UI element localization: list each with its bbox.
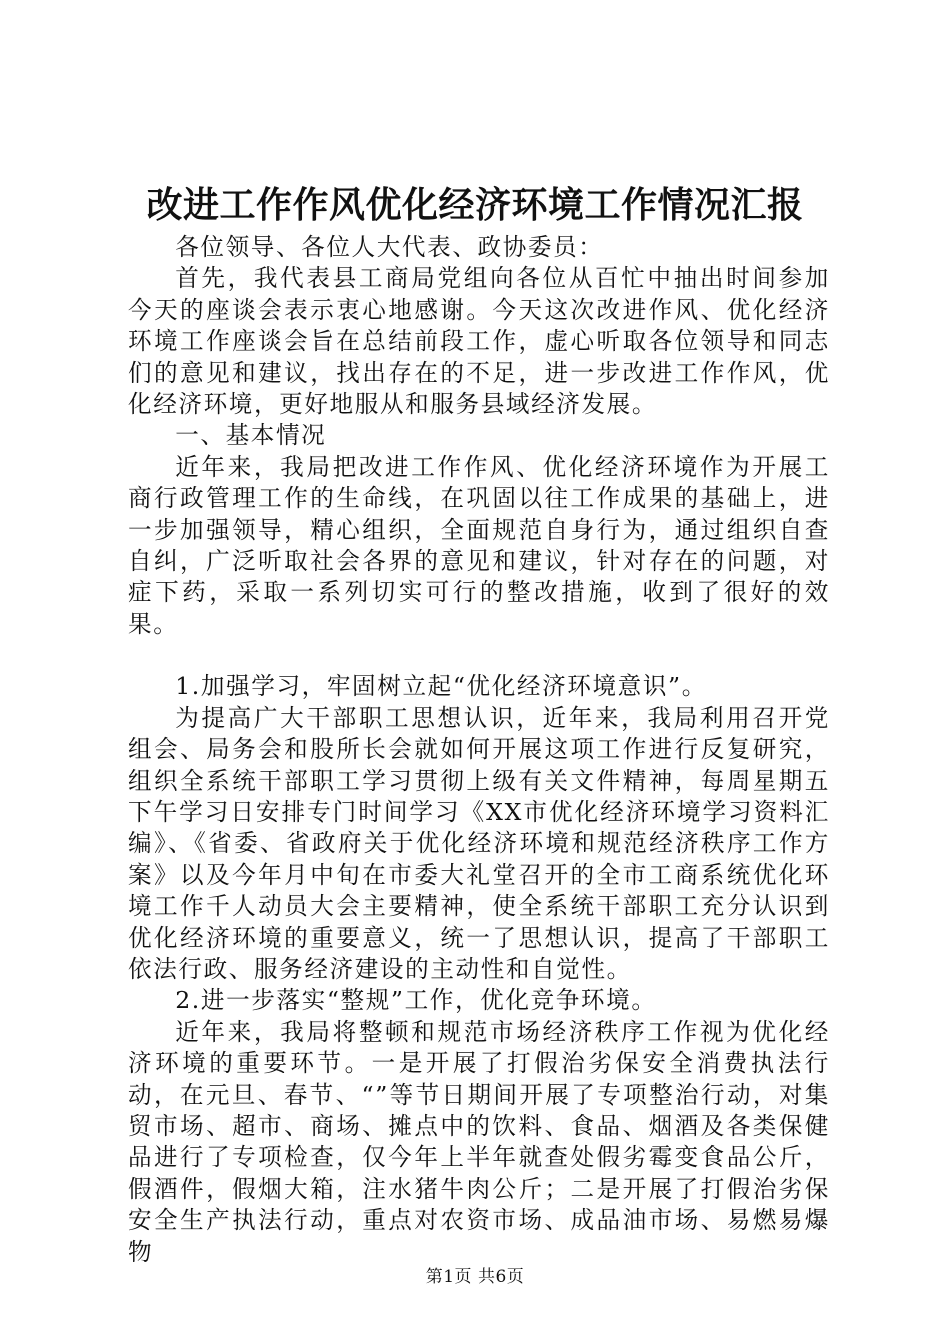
- salutation: 各位领导、各位人大代表、政协委员：: [175, 233, 604, 261]
- subheading-1: 1.加强学习，牢固树立起“优化经济环境意识”。: [175, 672, 707, 701]
- document-title: 改进工作作风优化经济环境工作情况汇报: [146, 184, 804, 226]
- paragraph-basic: 近年来，我局把改进工作作风、优化经济环境作为开展工商行政管理工作的生命线，在巩固以往工作成果的基础上，进一步加强领导，精心组织，全面规范自身行为，通过组织自查自纠，广泛听取社会各界的意见和建议，针对存在的问题，对症下药，采取一系列切实可行的整改措施，收到了很好的效果。: [128, 452, 830, 638]
- paragraph-1: 为提高广大干部职工思想认识，近年来，我局利用召开党组会、局务会和股所长会就如何开展这项工作进行反复研究，组织全系统干部职工学习贯彻上级有关文件精神，每周星期五下午学习日安排专门时间学习《XX市优化经济环境学习资料汇编》、《省委、省政府关于优化经济环境和规范经济秩序工作方案》以及今年月中旬在市委大礼堂召开的全市工商系统优化环境工作千人动员大会主要精神，使全系统干部职工充分认识到优化经济环境的重要意义，统一了思想认识，提高了干部职工依法行政、服务经济建设的主动性和自觉性。: [128, 703, 830, 983]
- paragraph-2: 近年来，我局将整顿和规范市场经济秩序工作视为优化经济环境的重要环节。一是开展了打假治劣保安全消费执法行动，在元旦、春节、“”等节日期间开展了专项整治行动，对集贸市场、超市、商场、摊点中的饮料、食品、烟酒及各类保健品进行了专项检查，仅今年上半年就查处假劣霉变食品公斤，假酒件，假烟大箱，注水猪牛肉公斤；二是开展了打假治劣保安全生产执法行动，重点对农资市场、成品油市场、易燃易爆物: [128, 1017, 830, 1266]
- subheading-2: 2.进一步落实“整规”工作，优化竞争环境。: [175, 986, 657, 1015]
- page-footer: 第1页 共6页: [425, 1267, 525, 1287]
- document-body: [128, 232, 830, 1268]
- section-heading-basic: 一、基本情况: [175, 421, 327, 450]
- paragraph-intro: 首先，我代表县工商局党组向各位从百忙中抽出时间参加今天的座谈会表示衷心地感谢。今天这次改进作风、优化经济环境工作座谈会旨在总结前段工作，虚心听取各位领导和同志们的意见和建议，找出存在的不足，进一步改进工作作风，优化经济环境，更好地服从和服务县域经济发展。: [128, 264, 830, 419]
